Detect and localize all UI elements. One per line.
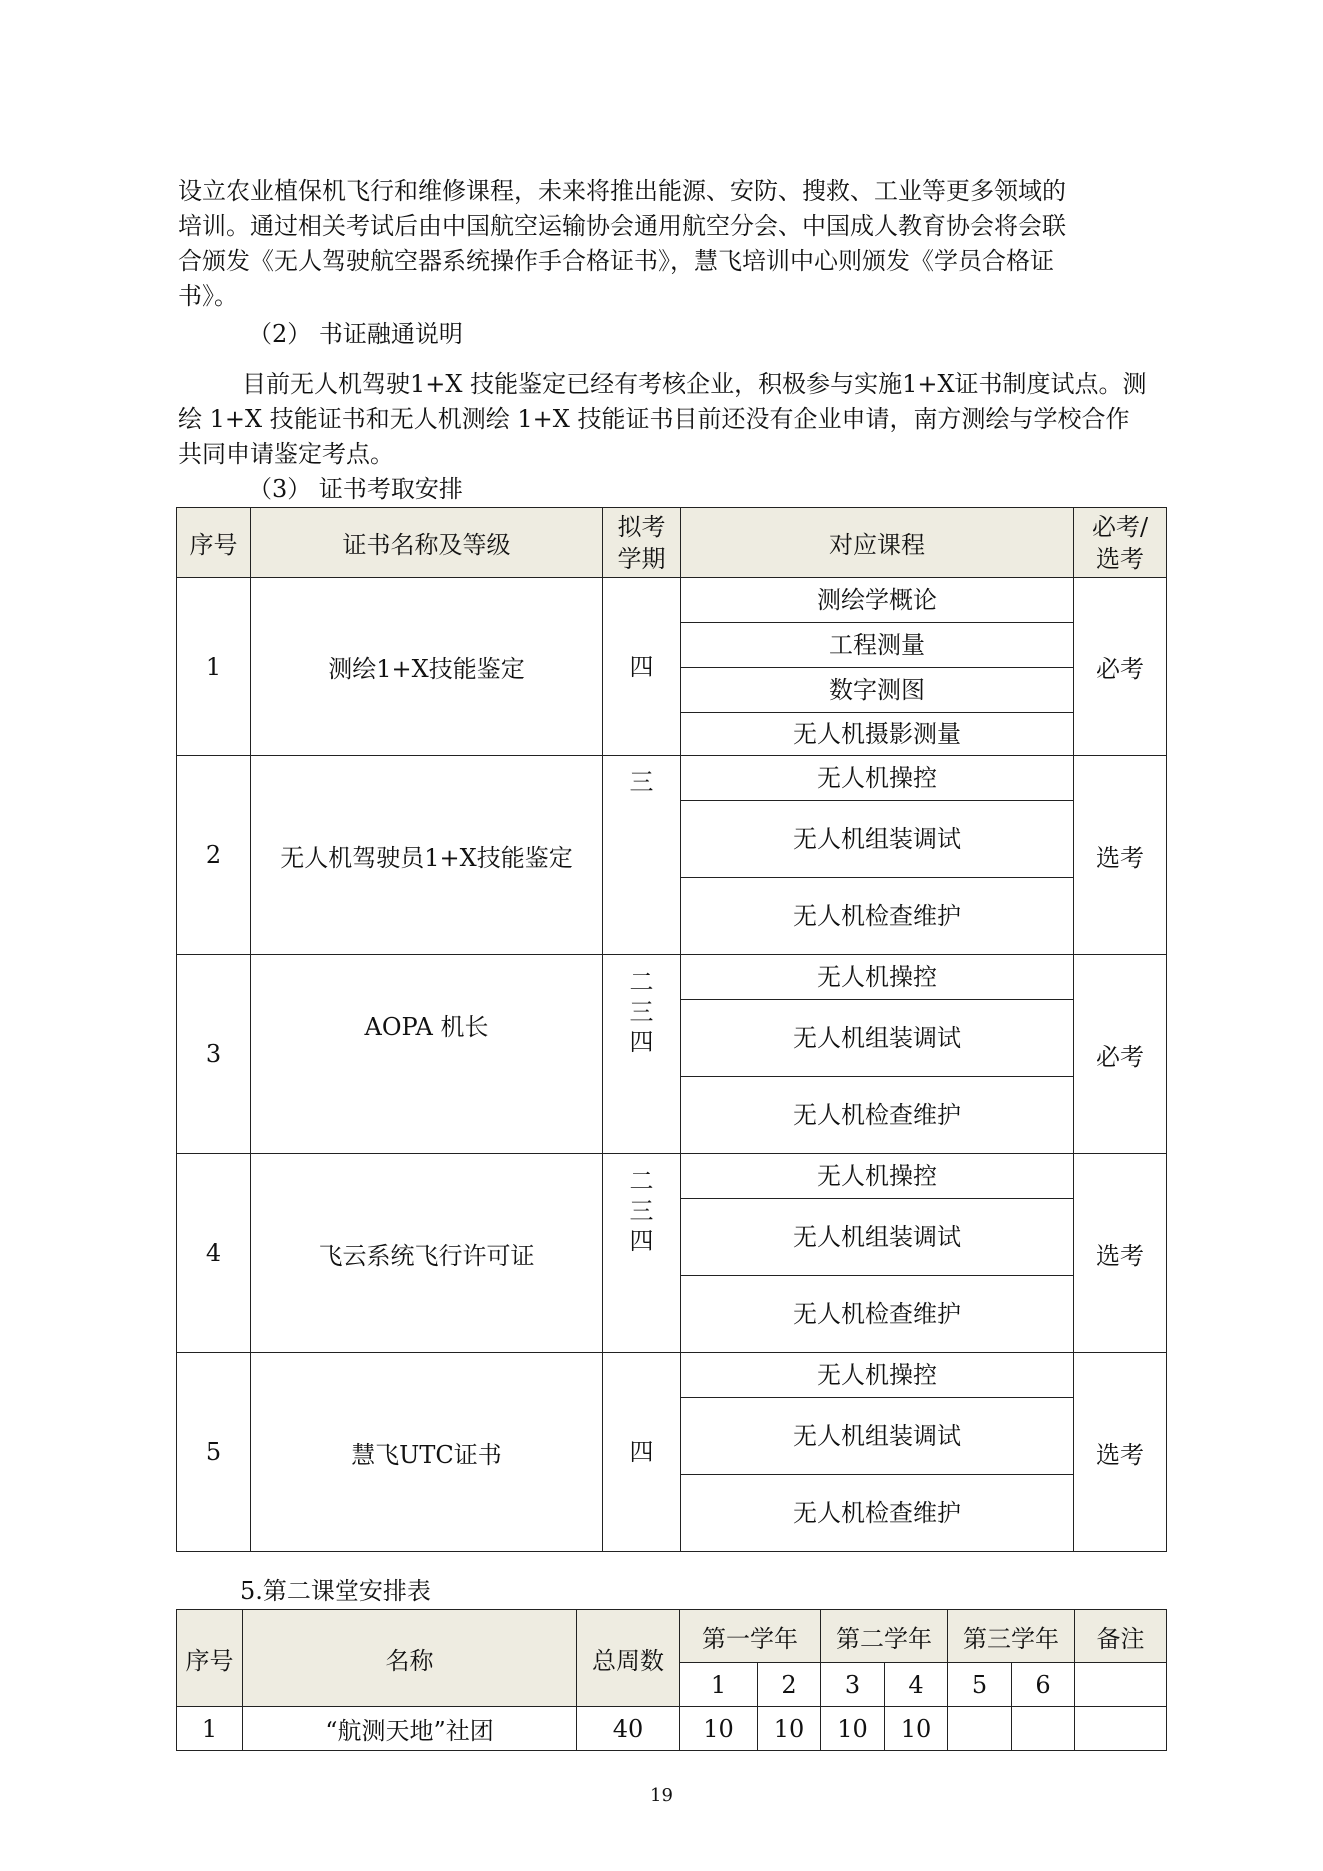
class-note-cell	[1075, 1663, 1167, 1707]
cert-term-text: 二三四	[629, 1167, 654, 1255]
course-cell: 无人机摄影测量	[681, 713, 1074, 756]
cert-term	[603, 955, 681, 1154]
course-cell	[681, 1000, 1074, 1077]
course-text: 无人机检查维护	[793, 902, 961, 930]
course-cell: 无人机操控	[681, 955, 1074, 1000]
section2-line: 共同申请鉴定考点。	[178, 440, 394, 468]
course-text: 无人机组装调试	[793, 1024, 961, 1052]
header-courses: 对应课程	[681, 508, 1074, 578]
class-header-year1: 第一学年	[680, 1610, 821, 1663]
course-cell: 无人机操控	[681, 756, 1074, 801]
cert-no: 2	[177, 756, 251, 955]
table-row	[177, 1707, 1167, 1751]
course-cell: 无人机操控	[681, 1154, 1074, 1199]
class-header-year2: 第二学年	[821, 1610, 948, 1663]
class-no: 1	[177, 1707, 243, 1751]
certificate-table	[176, 507, 1167, 1552]
cert-type: 必考	[1074, 578, 1167, 756]
class-name: “航测天地”社团	[243, 1707, 577, 1751]
cert-no: 4	[177, 1154, 251, 1353]
intro-line: 合颁发《无人驾驶航空器系统操作手合格证书》，慧飞培训中心则颁发《学员合格证	[178, 247, 1054, 275]
header-type-line: 选考	[1096, 544, 1144, 573]
table-row	[177, 1353, 1167, 1398]
course-cell	[681, 801, 1074, 878]
class-header-note: 备注	[1075, 1610, 1167, 1663]
section2-line: 绘 1+X 技能证书和无人机测绘 1+X 技能证书目前还没有企业申请，南方测绘与学校合作	[178, 405, 1130, 433]
cert-no: 5	[177, 1353, 251, 1552]
cert-term-text: 二三四	[629, 968, 654, 1056]
class-header-year3: 第三学年	[948, 1610, 1075, 1663]
class-term-value	[948, 1707, 1012, 1751]
cert-name: AOPA 机长	[251, 955, 603, 1154]
class-term-cell: 5	[948, 1663, 1012, 1707]
cert-name: 测绘1+X技能鉴定	[251, 578, 603, 756]
course-text: 无人机组装调试	[793, 1223, 961, 1251]
class-term-value	[1012, 1707, 1075, 1751]
course-cell: 工程测量	[681, 623, 1074, 668]
course-cell	[681, 1398, 1074, 1475]
class-header-name: 名称	[243, 1610, 577, 1707]
class-header-weeks: 总周数	[577, 1610, 680, 1707]
cert-term	[603, 1154, 681, 1353]
header-type	[1074, 508, 1167, 578]
class-header-row	[177, 1610, 1167, 1663]
section2-paragraph	[178, 367, 1168, 472]
class-term-value: 10	[758, 1707, 821, 1751]
course-text: 无人机检查维护	[793, 1499, 961, 1527]
course-cell: 数字测图	[681, 668, 1074, 713]
intro-line: 设立农业植保机飞行和维修课程，未来将推出能源、安防、搜救、工业等更多领域的	[178, 177, 1066, 205]
cert-no: 3	[177, 955, 251, 1154]
course-text: 无人机组装调试	[793, 1422, 961, 1450]
intro-line: 培训。通过相关考试后由中国航空运输协会通用航空分会、中国成人教育协会将会联	[178, 212, 1066, 240]
cert-term: 四	[603, 1353, 681, 1552]
cert-header-row	[177, 508, 1167, 578]
class-weeks: 40	[577, 1707, 680, 1751]
header-term	[603, 508, 681, 578]
class-term-value: 10	[821, 1707, 885, 1751]
cert-no: 1	[177, 578, 251, 756]
cert-name: 慧飞UTC证书	[251, 1353, 603, 1552]
course-cell	[681, 1077, 1074, 1154]
cert-name: 飞云系统飞行许可证	[251, 1154, 603, 1353]
course-cell	[681, 1475, 1074, 1552]
table-row	[177, 1154, 1167, 1199]
course-cell: 测绘学概论	[681, 578, 1074, 623]
section5-heading: 5.第二课堂安排表	[240, 1577, 431, 1605]
header-type-line: 必考/	[1091, 512, 1149, 541]
second-classroom-table	[176, 1609, 1167, 1751]
header-cert-name: 证书名称及等级	[251, 508, 603, 578]
cert-name: 无人机驾驶员1+X技能鉴定	[251, 756, 603, 955]
class-term-value: 10	[680, 1707, 758, 1751]
course-text: 无人机组装调试	[793, 825, 961, 853]
class-term-cell: 1	[680, 1663, 758, 1707]
table-row	[177, 756, 1167, 801]
header-term-line: 拟考	[617, 512, 666, 541]
class-term-cell: 6	[1012, 1663, 1075, 1707]
class-term-cell: 4	[885, 1663, 948, 1707]
course-text: 无人机检查维护	[793, 1101, 961, 1129]
cert-term: 三	[603, 756, 681, 955]
section3-heading: （3） 证书考取安排	[248, 475, 463, 503]
cert-type: 选考	[1074, 1353, 1167, 1552]
section2-line: 目前无人机驾驶1+X 技能鉴定已经有考核企业，积极参与实施1+X证书制度试点。测	[242, 370, 1147, 398]
class-note	[1075, 1707, 1167, 1751]
class-header-no: 序号	[177, 1610, 243, 1707]
intro-paragraph	[178, 174, 1168, 314]
cert-type: 选考	[1074, 1154, 1167, 1353]
course-cell	[681, 878, 1074, 955]
table-row	[177, 578, 1167, 623]
class-term-value: 10	[885, 1707, 948, 1751]
table-row	[177, 955, 1167, 1000]
class-term-cell: 3	[821, 1663, 885, 1707]
header-term-line: 学期	[617, 544, 666, 573]
header-no: 序号	[177, 508, 251, 578]
cert-term: 四	[603, 578, 681, 756]
cert-type: 选考	[1074, 756, 1167, 955]
section2-heading: （2） 书证融通说明	[248, 320, 463, 348]
course-text: 无人机检查维护	[793, 1300, 961, 1328]
page-number: 19	[650, 1785, 673, 1806]
course-cell	[681, 1276, 1074, 1353]
intro-line: 书》。	[178, 282, 238, 310]
cert-type: 必考	[1074, 955, 1167, 1154]
class-term-cell: 2	[758, 1663, 821, 1707]
course-cell	[681, 1199, 1074, 1276]
course-cell: 无人机操控	[681, 1353, 1074, 1398]
